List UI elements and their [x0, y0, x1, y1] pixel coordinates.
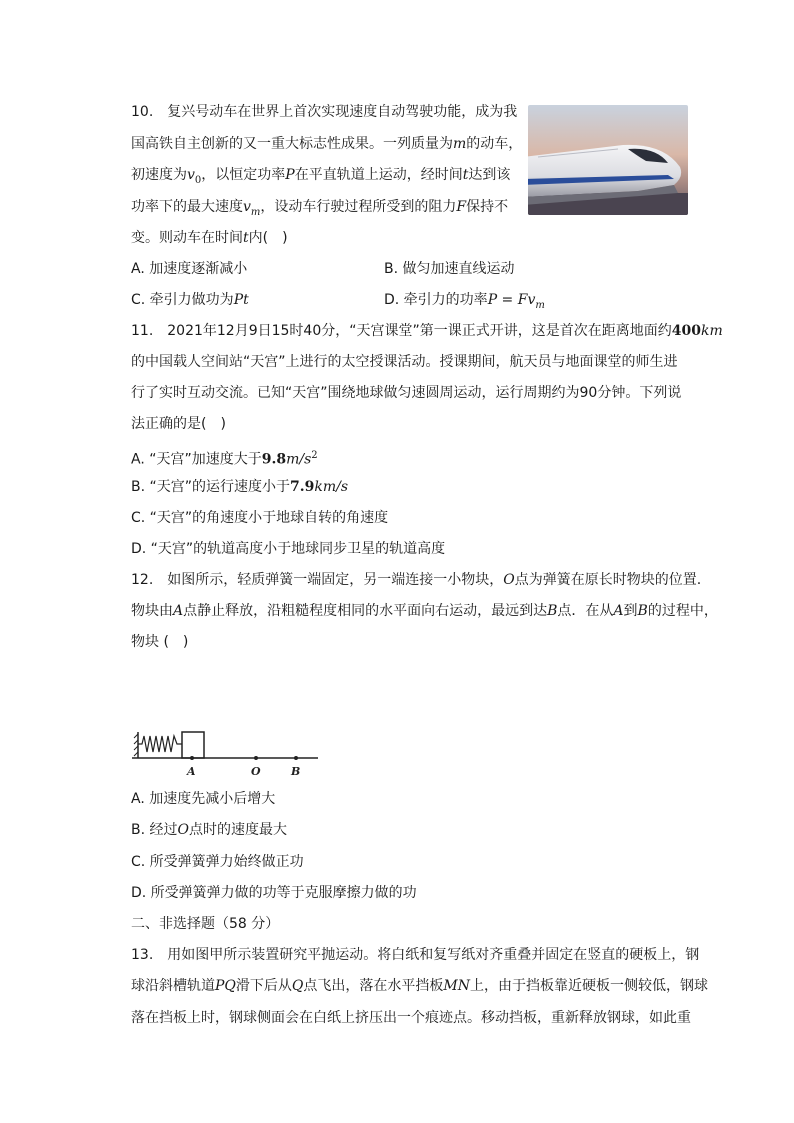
- point-a-dot: [190, 756, 194, 760]
- q10-line-2: 国高铁自主创新的又一重大标志性成果。一列质量为m的动车，: [131, 136, 523, 152]
- q12-line-2: 物块由A点静止释放，沿粗糙程度相同的水平面向右运动，最远到达B点．在从A到B的过程中，: [131, 603, 718, 619]
- q12-line-3: 物块 ( ): [131, 634, 189, 650]
- q10-option-c: C. 牵引力做功为Pt: [131, 292, 249, 308]
- q11-line-1: 11. 2021年12月9日15时40分，“天宫课堂”第一课正式开讲，这是首次在距离地面约400km: [131, 323, 723, 339]
- point-b-label: B: [291, 765, 301, 778]
- point-o-dot: [254, 756, 258, 760]
- q12-option-c: C. 所受弹簧弹力始终做正功: [131, 854, 304, 870]
- q10-line-4: 功率下的最大速度$v_m$，设动车行驶过程所受到的阻力F保持不: [131, 199, 509, 218]
- q10-option-b: B. 做匀加速直线运动: [384, 261, 515, 277]
- q10-option-d: D. 牵引力的功率$P = Fv_m$: [384, 292, 545, 311]
- q10-line-1: 10. 复兴号动车在世界上首次实现速度自动驾驶功能，成为我: [131, 104, 518, 120]
- point-b-dot: [294, 756, 298, 760]
- spring-block-figure: [130, 722, 325, 780]
- q11-option-d: D. “天宫”的轨道高度小于地球同步卫星的轨道高度: [131, 541, 446, 557]
- q13-line-1: 13. 用如图甲所示装置研究平抛运动。将白纸和复写纸对齐重叠并固定在竖直的硬板上，钢: [131, 947, 700, 963]
- section-heading: 二、非选择题（58 分）: [131, 916, 280, 932]
- q11-line-3: 行了实时互动交流。已知“天宫”围绕地球做匀速圆周运动，运行周期约为90分钟。下列说: [131, 385, 682, 401]
- q11-option-b: B. “天宫”的运行速度小于7.9km/s: [131, 479, 349, 495]
- q12-line-1: 12. 如图所示，轻质弹簧一端固定，另一端连接一小物块，O点为弹簧在原长时物块的位置.: [131, 572, 702, 588]
- high-speed-train-photo: [528, 105, 688, 215]
- q10-line-3: 初速度为$v_0$，以恒定功率P在平直轨道上运动，经时间t达到该: [131, 167, 511, 186]
- q13-line-3: 落在挡板上时，钢球侧面会在白纸上挤压出一个痕迹点。移动挡板，重新释放钢球，如此重: [131, 1010, 691, 1026]
- q11-option-a: A. “天宫”加速度大于$9.8m/s^2$: [131, 450, 318, 468]
- q13-line-2: 球沿斜槽轨道PQ滑下后从Q点飞出，落在水平挡板MN上，由于挡板靠近硬板一侧较低，钢球: [131, 978, 708, 994]
- point-a-label: A: [187, 765, 196, 778]
- q11-option-c: C. “天宫”的角速度小于地球自转的角速度: [131, 510, 389, 526]
- q11-line-4: 法正确的是( ): [131, 416, 226, 432]
- block: [182, 732, 204, 758]
- q10-line-5: 变。则动车在时间t内( ): [131, 230, 288, 246]
- point-o-label: O: [251, 765, 261, 778]
- q12-option-b: B. 经过O点时的速度最大: [131, 822, 287, 838]
- q12-option-d: D. 所受弹簧弹力做的功等于克服摩擦力做的功: [131, 885, 417, 901]
- fixed-wall: [134, 732, 138, 758]
- spring: [138, 736, 182, 752]
- q12-option-a: A. 加速度先减小后增大: [131, 791, 276, 807]
- q11-line-2: 的中国载人空间站“天宫”上进行的太空授课活动。授课期间，航天员与地面课堂的师生进: [131, 354, 678, 370]
- q10-option-a: A. 加速度逐渐减小: [131, 261, 248, 277]
